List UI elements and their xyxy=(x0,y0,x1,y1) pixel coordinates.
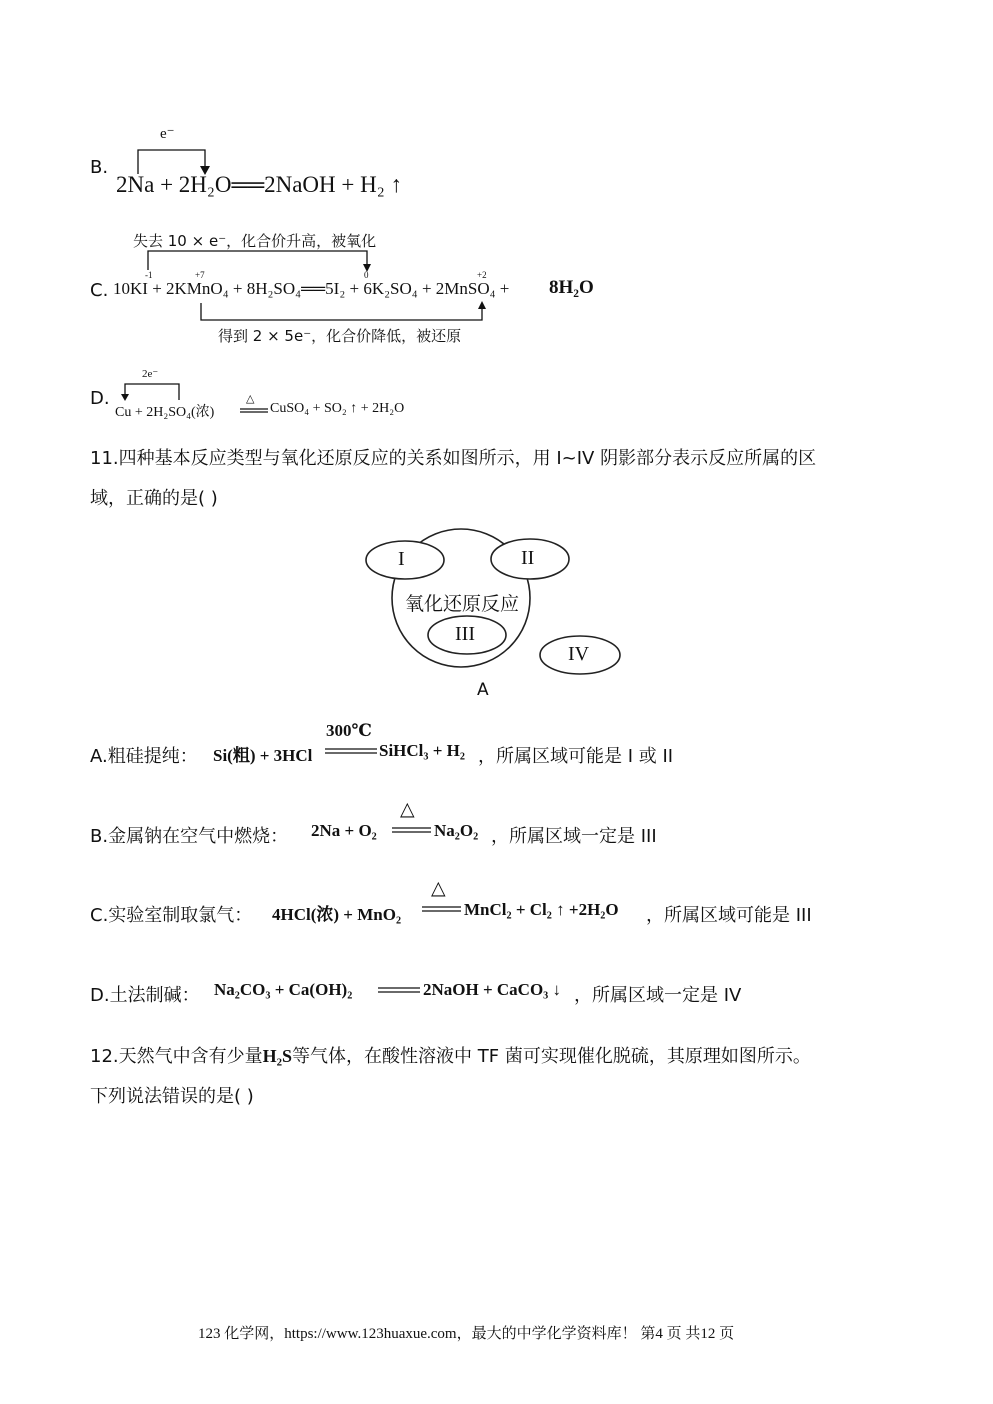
option-c-reduction-note: 得到 2 × 5e⁻，化合价降低，被还原 xyxy=(218,327,462,345)
valence-mn-right: +2 xyxy=(477,270,487,280)
q11-option-a-right: SiHCl₃ + H₂ xyxy=(379,741,466,760)
q12-stem-line1 xyxy=(90,1042,811,1068)
redox-label: 氧化还原反应 xyxy=(405,593,520,615)
q12-stem-text-a: 12.天然气中含有少量 xyxy=(90,1046,263,1067)
q12-h2s-formula: H₂S xyxy=(262,1046,293,1066)
option-b-letter: B. xyxy=(90,157,109,178)
q11-option-a-condition: 300℃ xyxy=(326,721,372,740)
q11-option-c-left: 4HCl(浓) + MnO₂ xyxy=(272,905,402,924)
region-1-label: I xyxy=(398,548,405,570)
option-d-equation-right: CuSO₄ + SO₂ ↑ + 2H₂O xyxy=(270,401,405,416)
region-3-label: III xyxy=(455,623,475,645)
q11-option-a-suffix: ，所属区域可能是 I 或 II xyxy=(478,746,674,767)
q11-option-c-prefix: C.实验室制取氯气： xyxy=(90,905,253,926)
q11-stem-line1: 11.四种基本反应类型与氧化还原反应的关系如图所示，用 I~IV 阴影部分表示反应所属的区 xyxy=(90,448,817,469)
q11-option-c-suffix: ，所属区域可能是 III xyxy=(646,905,812,926)
q11-option-b-right: Na₂O₂ xyxy=(434,821,479,840)
region-4-label: IV xyxy=(568,643,590,665)
valence-i-left: -1 xyxy=(145,270,153,280)
option-d-letter: D. xyxy=(90,388,110,409)
option-d-electron-label: 2e⁻ xyxy=(142,368,159,380)
q11-option-d-right: 2NaOH + CaCO₃ ↓ xyxy=(423,980,562,999)
option-c-oxidation-note: 失去 10 × e⁻，化合价升高，被氧化 xyxy=(133,232,377,250)
option-c-equation: 10KI + 2KMnO₄ + 8H₂SO₄══5I₂ + 6K₂SO₄ + 2MnSO₄ + xyxy=(113,279,510,298)
q12-stem-line2: 下列说法错误的是( ) xyxy=(90,1086,254,1107)
option-c-letter: C. xyxy=(90,280,109,301)
q11-option-a-left: Si(粗) + 3HCl xyxy=(213,746,313,765)
q11-option-b-condition: △ xyxy=(400,799,415,820)
q11-option-b-suffix: ，所属区域一定是 III xyxy=(491,826,657,847)
page-footer: 123 化学网，https://www.123huaxue.com，最大的中学化学资料库！ 第4 页 共12 页 xyxy=(198,1326,735,1342)
q11-option-d-prefix: D.土法制碱： xyxy=(90,985,200,1006)
valence-i-right: 0 xyxy=(364,270,369,280)
option-d-heat-symbol: △ xyxy=(246,393,255,405)
q12-stem-text-b: 等气体，在酸性溶液中 TF 菌可实现催化脱硫，其原理如图所示。 xyxy=(292,1046,811,1067)
q11-option-b-left: 2Na + O₂ xyxy=(311,821,377,840)
figure-caption: A xyxy=(477,680,489,700)
option-b-electron-label: e⁻ xyxy=(160,126,175,142)
valence-mn-left: +7 xyxy=(195,270,205,280)
q11-option-c-right: MnCl₂ + Cl₂ ↑ +2H₂O xyxy=(464,900,619,919)
q11-option-a-prefix: A.粗硅提纯： xyxy=(90,746,198,767)
q11-stem-line2: 域，正确的是( ) xyxy=(90,488,218,509)
q11-option-b-prefix: B.金属钠在空气中燃烧： xyxy=(90,826,289,847)
option-b-equation: 2Na + 2H₂O══2NaOH + H₂ ↑ xyxy=(116,172,403,197)
q11-option-c-condition: △ xyxy=(431,878,446,899)
q11-option-d-left: Na₂CO₃ + Ca(OH)₂ xyxy=(214,980,353,999)
option-d-equation-left: Cu + 2H₂SO₄(浓) xyxy=(115,405,215,420)
region-2-label: II xyxy=(521,547,535,569)
option-c-water: 8H₂O xyxy=(549,277,594,298)
q11-option-d-suffix: ，所属区域一定是 IV xyxy=(574,985,742,1006)
